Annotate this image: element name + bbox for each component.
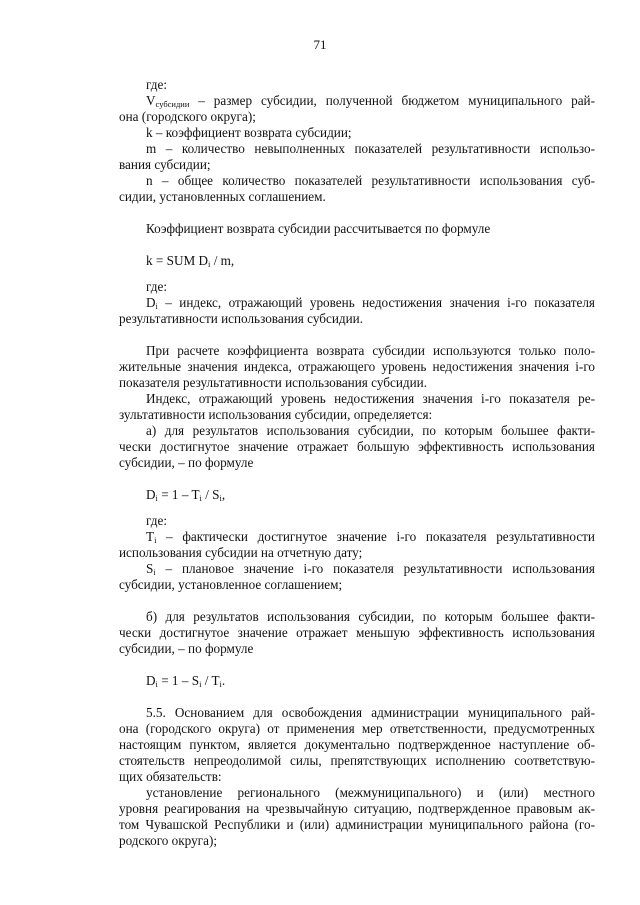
- definition-m-line-1: m – количество невыполненных показателей результативности использо-: [146, 141, 595, 156]
- document-body: [119, 77, 595, 849]
- paragraph-index-defined-line-1: Индекс, отражающий уровень недостижения значения i-го показателя ре-: [146, 391, 595, 406]
- formula-k-intro: Коэффициент возврата субсидии рассчитывается по формуле: [146, 221, 491, 236]
- definition-s-line-1: $S_i$ – плановое значение i-го показателя результативности использования: [146, 561, 595, 577]
- paragraph-positive-index-line-1: При расчете коэффициента возврата субсидии используются только поло-: [146, 343, 595, 358]
- paragraph-case-a-line-3: субсидии, – по формуле: [119, 455, 254, 470]
- definition-v-line-1: $V_{субсидии}$ – размер субсидии, полученной бюджетом муниципального рай-: [146, 93, 595, 109]
- definition-m-line-2: вания субсидии;: [119, 157, 211, 172]
- definition-d-line-1: $D_i$ – индекс, отражающий уровень недостижения значения i-го показателя: [146, 295, 595, 311]
- paragraph-positive-index-line-3: показателя результативности использования субсидии.: [119, 375, 428, 390]
- where-label: где:: [146, 77, 167, 92]
- section-5-5-line-1: 5.5. Основанием для освобождения администрации муниципального рай-: [146, 705, 595, 720]
- section-5-5-line-3: настоящим пунктом, является документально подтвержденное наступление об-: [119, 737, 595, 752]
- definition-n-line-2: сидии, установленных соглашением.: [119, 189, 326, 204]
- definition-v-line-2: она (городского округа);: [119, 109, 256, 124]
- emergency-item-line-4: родского округа);: [119, 833, 218, 848]
- definition-t-line-1: $T_i$ – фактически достигнутое значение i-го показателя результативности: [146, 529, 595, 545]
- definition-d-line-2: результативности использования субсидии.: [119, 311, 364, 326]
- section-5-5-line-2: она (городского округа) от применения мер ответственности, предусмотренных: [119, 721, 595, 736]
- paragraph-case-b-line-3: субсидии, – по формуле: [119, 641, 254, 656]
- section-5-5-line-5: щих обязательств:: [119, 769, 222, 784]
- formula-k: k = SUM $D_i$ / m,: [146, 253, 235, 269]
- paragraph-case-b-line-1: б) для результатов использования субсидии, по которым большее факти-: [146, 609, 595, 624]
- definition-k: k – коэффициент возврата субсидии;: [146, 125, 352, 140]
- definition-n-line-1: n – общее количество показателей результативности использования суб-: [146, 173, 595, 188]
- section-5-5-line-4: стоятельств непреодолимой силы, препятствующих исполнению соответствую-: [119, 753, 595, 768]
- where-label: где:: [146, 279, 167, 294]
- definition-s-line-2: субсидии, установленное соглашением;: [119, 577, 343, 592]
- paragraph-index-defined-line-2: зультативности использования субсидии, определяется:: [119, 407, 433, 422]
- paragraph-case-a-line-1: а) для результатов использования субсидии, по которым большее факти-: [146, 423, 595, 438]
- paragraph-case-b-line-2: чески достигнутое значение отражает меньшую эффективность использования: [119, 625, 595, 640]
- definition-t-line-2: использования субсидии на отчетную дату;: [119, 545, 363, 560]
- emergency-item-line-1: установление регионального (межмуниципального) и (или) местного: [146, 785, 595, 800]
- emergency-item-line-2: уровня реагирования на чрезвычайную ситуацию, подтвержденное правовым ак-: [119, 801, 595, 816]
- page-number: 71: [313, 37, 327, 52]
- paragraph-positive-index-line-2: жительные значения индекса, отражающего уровень недостижения значения i-го: [119, 359, 595, 374]
- paragraph-case-a-line-2: чески достигнутое значение отражает большую эффективность использования: [119, 439, 595, 454]
- formula-case-b: $D_i = 1 - S_i / T_i$.: [146, 673, 226, 689]
- formula-case-a: $D_i = 1 - T_i / S_i$,: [146, 487, 226, 503]
- where-label: где:: [146, 513, 167, 528]
- emergency-item-line-3: том Чувашской Республики и (или) администрации муниципального района (го-: [119, 817, 595, 832]
